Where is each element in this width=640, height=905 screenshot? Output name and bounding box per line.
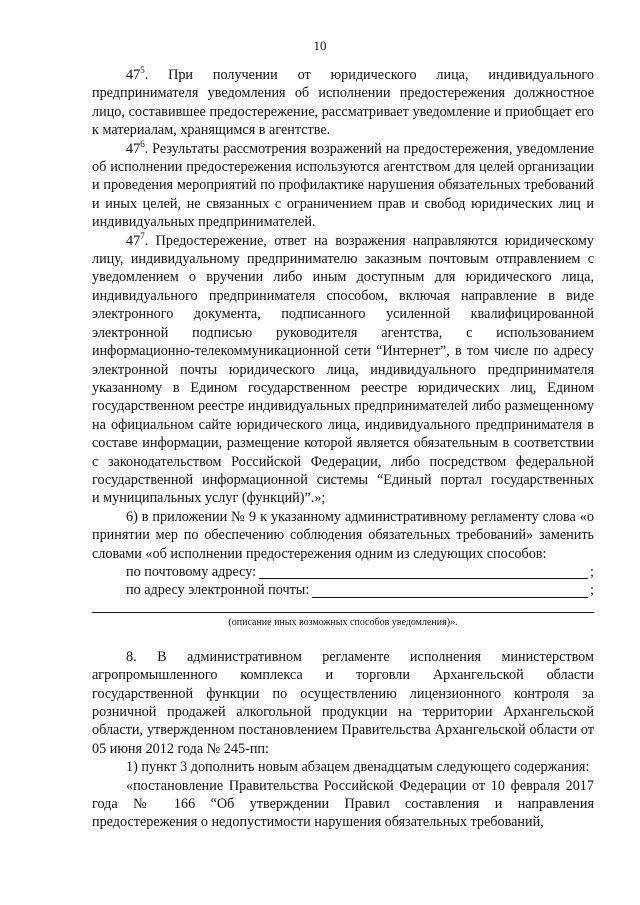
email-address-label: по адресу электронной почты: xyxy=(126,582,310,599)
email-address-end: ; xyxy=(590,582,594,599)
paragraph-text: . Результаты рассмотрения возражений на предостережения, уведомление об исполнении предостережения используются агентством для целей организации и проведения мероприятий по профилактике нарушения обязательных требований и иных целей, не связанных с ограничением прав и свобод юридических лиц и индивидуальных предпринимателей. xyxy=(92,140,594,231)
clause-number: 47 xyxy=(126,140,141,157)
clause-number: 47 xyxy=(126,232,141,249)
document-body xyxy=(92,66,594,832)
clause-number: 47 xyxy=(126,67,141,83)
postal-address-line xyxy=(126,563,594,581)
caption-rule xyxy=(92,612,594,613)
paragraph-8-1: 1) пункт 3 дополнить новым абзацем двенадцатым следующего содержания: xyxy=(126,759,590,776)
paragraph-47-7 xyxy=(92,232,594,490)
page-number: 10 xyxy=(313,38,327,53)
clause-superscript: 7 xyxy=(140,230,145,241)
postal-address-label: по почтовому адресу: xyxy=(126,563,257,580)
caption-text: (описание иных возможных способов уведомления)». xyxy=(228,616,458,628)
postal-address-end: ; xyxy=(590,563,594,580)
paragraph-47-6 xyxy=(92,140,594,232)
postal-address-blank xyxy=(259,565,588,579)
notification-methods-block xyxy=(92,612,594,629)
paragraph-quote: «постановление Правительства Российской Федерации от 10 февраля 2017 года № 166 “Об утверждении Правил составления и направления предостережения о недопустимости нарушения обязательных требований, xyxy=(92,777,594,831)
email-address-blank xyxy=(312,584,588,598)
clause-superscript: 6 xyxy=(140,138,145,149)
email-address-line xyxy=(126,581,594,599)
section-gap xyxy=(92,629,594,648)
paragraph-text: . При получении от юридического лица, индивидуального предпринимателя уведомления об исполнении предостережения должностное лицо, составившее предостережение, рассматривает уведомление и приобщает его к материалам, хранящимся в агентстве. xyxy=(92,67,594,139)
paragraph-6: 6) в приложении № 9 к указанному административному регламенту слова «о принятии мер по обеспечению соблюдения обязательных требований» заменить словами «об исполнении предостережения одним из следующих способов: xyxy=(92,508,594,562)
paragraph-text: . Предостережение, ответ на возражения направляются юридическому лицу, индивидуальному предпринимателю заказным почтовым отправлением с уведомлением о вручении либо иным доступным для юридического лица, индивидуального предпринимателя способом, включая направление в виде электронного документа, подписанного усиленной квалифицированной электронной подписью руководителя агентства, с использованием информационно-телекоммуникационной сети “Интернет”, в том числе по адресу электронной почты юридического лица, индивидуального предпринимателя указанному в Едином государственном реестре юридических лиц, Едином государственном реестре индивидуальных предпринимателей либо размещенному на официальном сайте юридического лица, индивидуального предпринимателя в составе информации, размещение которой является обязательным в соответствии с законодательством Российской Федерации, либо посредством федеральной государственной информационной системы “Единый портал государственных xyxy=(92,232,594,488)
clause-superscript: 5 xyxy=(140,65,145,75)
paragraph-47-5 xyxy=(92,66,594,140)
paragraph-8: 8. В административном регламенте исполнения министерством агропромышленного комплекса и торговли Архангельской области государственной функции по осуществлению лицензионного контроля за розничной продажей алкогольной продукции на территории Архангельской области, утвержденном постановлением Правительства Архангельской области от 05 июня 2012 года № 245-пп: xyxy=(92,648,594,757)
paragraph-47-7-last-line: и муниципальных услуг (функций)”.»; xyxy=(92,490,326,507)
